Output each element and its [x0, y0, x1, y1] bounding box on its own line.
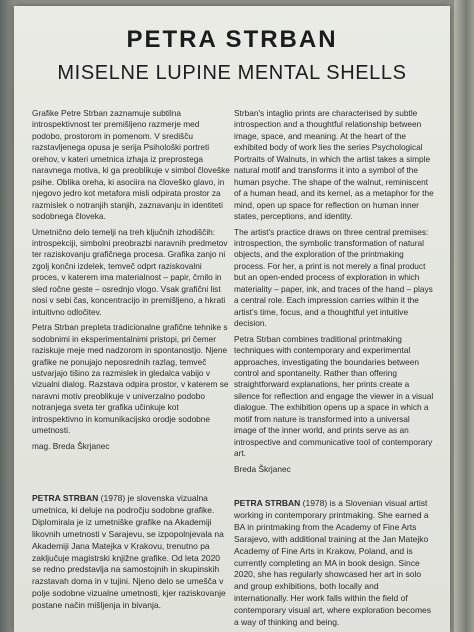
- wall-right: [454, 0, 474, 632]
- english-signature: Breda Škrjanec: [234, 463, 291, 474]
- slovene-paragraph-2: Umetnično delo temelji na treh ključnih izhodiščih: introspekciji, simbolni preobrazbi naravnih predmetov ter raziskovanju grafičnega procesa. Grafika zanjo ni zgolj končni izdelek, temveč odprt raziskovalni proces, v katerem ima materialnost – papir, črnilo in sled ročne geste – osrednjo vlogo. Vsak grafični list nosi v sebi čas, koncentracijo in premišljeno, a hkrati intuitivno odločitev.: [32, 226, 228, 317]
- slovene-bio-name: PETRA STRBAN: [32, 493, 99, 503]
- slovene-bio: [32, 493, 230, 612]
- english-bio: [234, 498, 434, 629]
- english-paragraph-2: The artist's practice draws on three central premises: introspection, the symbolic transformation of natural objects, and the exploration of the printmaking process. For her, a print is not merely a final product but an open-ended process of exploration in which materiality – paper, ink, and traces of the hand – plays a central role. Each impression carries within it the artist's time, focus, and a thoughtful yet intuitive decision.: [234, 226, 433, 329]
- english-bio-text: (1978) is a Slovenian visual artist working in contemporary printmaking. She earned a BA in printmaking from the Academy of Fine Arts Sarajevo, with additional training at the Jan Matejko Academy of Fine Arts in Krakow, Poland, and is currently completing an MA in book design. Since 2020, she has regularly showcased her art in solo and group exhibitions, both locally and internationally. Her work falls within the field of contemporary visual art, where exploration becomes a way of thinking and being.: [234, 498, 432, 628]
- slovene-paragraph-1: Grafike Petre Strban zaznamuje subtilna introspektivnost ter premišljeno razmerje med podobo, prostorom in pomenom. V središču razstavljenega opusa je serija Psihološki portreti orehov, v kateri umetnica izhaja iz preprostega naravnega motiva, ki ga preoblikuje v simbol človeške psihe. Oblika oreha, ki asociira na človeško glavo, in njegovo jedro kot metafora misli odpirata prostor za razmislek o notranjih stanjih, zaznavanju in identiteti sodobnega človeka.: [32, 108, 230, 222]
- exhibition-panel: [14, 6, 450, 632]
- slovene-signature: mag. Breda Škrjanec: [32, 440, 110, 451]
- english-text-column: [234, 108, 434, 475]
- slovene-bio-text: (1978) je slovenska vizualna umetnica, ki deluje na področju sodobne grafike. Diplomirala je iz umetniške grafike na Akademiji likovnih umetnosti v Sarajevu, se izpopolnjevala na Akademiji Jana Matejka v Krakovu, trenutno pa zaključuje magistrski knjižne grafike. Od leta 2020 se redno predstavlja na samostojnih in skupinskih razstavah doma in v tujini. Njeno delo se umešča v polje sodobne vizualne umetnosti, kjer raziskovanje postane način mišljenja in bivanja.: [32, 493, 226, 611]
- slovene-paragraph-3: Petra Strban prepleta tradicionalne grafične tehnike s sodobnimi in eksperimentalnimi pristopi, pri čemer raziskuje meje med nadzorom in spontanostjo. Njene grafike ne ponujajo neposrednih razlag, temveč ustvarjajo tišino za razmislek in gledalca vabijo v vizualni dialog. Razstava odpira prostor, v katerem se naravni motiv preoblikuje v univerzalno podobo notranjega sveta ter grafika učinkuje kot introspektivno in komunikacijsko orodje sodobne umetnosti.: [32, 322, 229, 436]
- subtitle-slovene: MISELNE LUPINE: [57, 62, 232, 84]
- slovene-text-column: [32, 108, 230, 452]
- artist-title: PETRA STRBAN: [126, 26, 338, 53]
- english-paragraph-3: Petra Strban combines traditional printmaking techniques with contemporary and experimental approaches, investigating the boundaries between control and spontaneity. Rather than offering straightforward explanations, her prints create a silence for reflection and engage the viewer in a visual dialogue. The exhibition opens up a space in which a motif from nature is transformed into a universal image of the inner world, and prints serve as an introspective and communicative tool of contemporary art.: [234, 333, 434, 459]
- english-bio-name: PETRA STRBAN: [234, 498, 301, 508]
- wall-left: [0, 0, 14, 632]
- english-paragraph-1: Strban's intaglio prints are characterised by subtle introspection and a thoughtful relationship between image, space, and meaning. At the heart of the exhibited body of work lies the series Psychological Portraits of Walnuts, in which the artist takes a simple natural motif and transforms it into a symbol of the human psyche. The shape of the walnut, reminiscent of a human head, and its kernel, as a metaphor for the mind, open up space for reflection on human inner states, perceptions, and identity.: [234, 108, 434, 222]
- subtitle-english: MENTAL SHELLS: [237, 62, 407, 84]
- exhibition-subtitle: [14, 62, 450, 85]
